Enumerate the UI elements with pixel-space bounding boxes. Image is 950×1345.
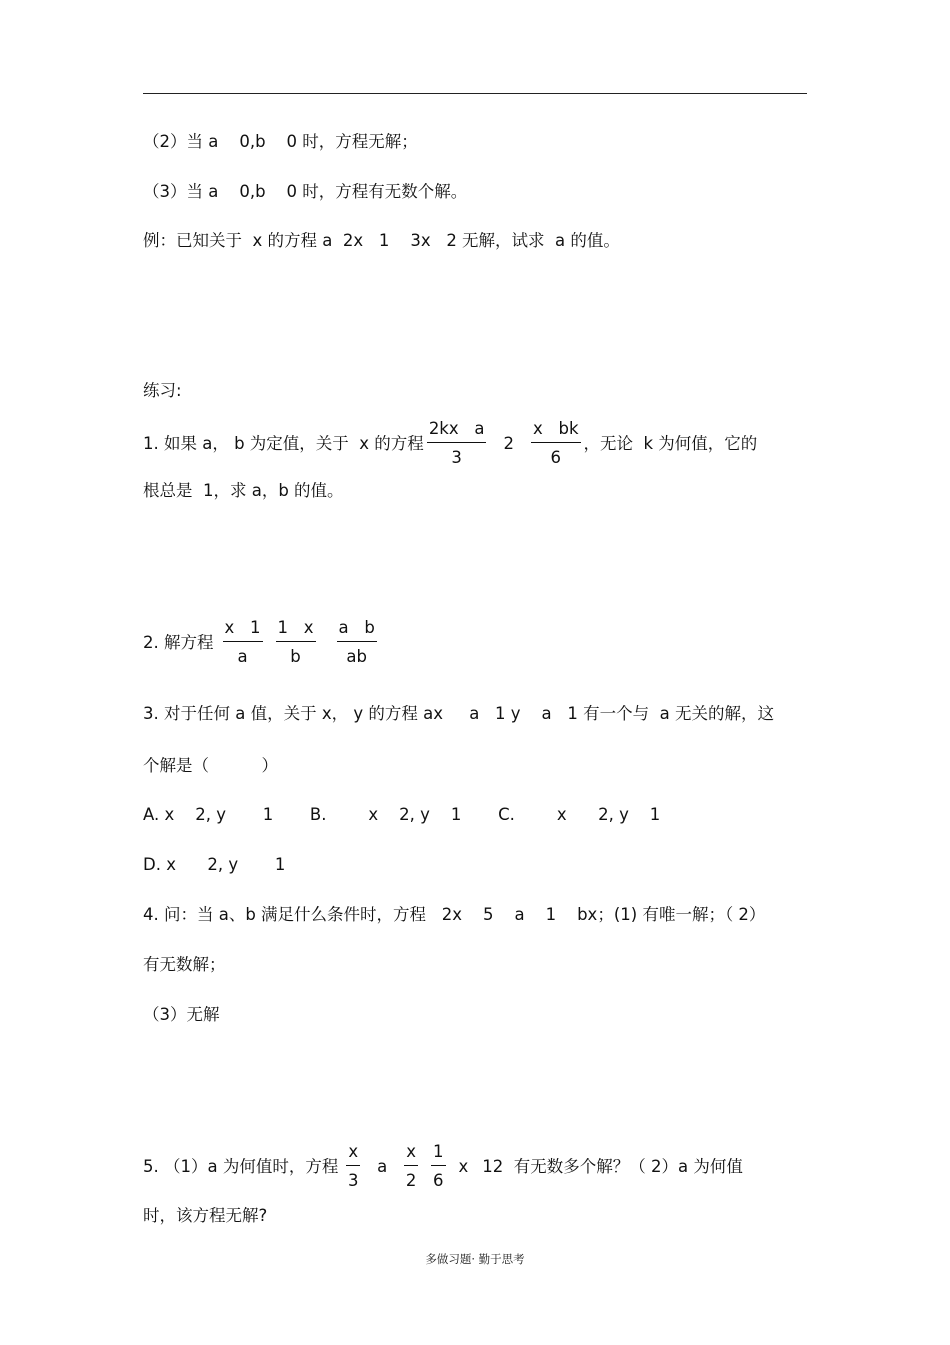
header-rule bbox=[143, 93, 807, 94]
fraction-denominator: 6 bbox=[550, 448, 561, 467]
fraction-denominator: 2 bbox=[405, 1171, 417, 1190]
fraction-denominator: b bbox=[290, 647, 301, 666]
problem-4-continued: 有无数解； bbox=[143, 955, 226, 974]
problem-3-option-d: D. x 2, y 1 bbox=[143, 855, 286, 874]
fraction-denominator: 6 bbox=[433, 1171, 444, 1190]
text-line-case-2: （2）当 a 0,b 0 时，方程无解； bbox=[143, 132, 418, 151]
problem-1-text-b: 2 bbox=[503, 433, 514, 453]
problem-1-text-c: ，无论 k 为何值，它的 bbox=[583, 433, 758, 453]
fraction bbox=[404, 1143, 418, 1190]
section-heading-practice: 练习: bbox=[143, 381, 182, 400]
text-line-example: 例：已知关于 x 的方程 a 2x 1 3x 2 无解，试求 a 的值。 bbox=[143, 231, 620, 250]
problem-2-text: 2. 解方程 bbox=[143, 632, 214, 652]
fraction bbox=[276, 619, 316, 666]
fraction bbox=[337, 619, 377, 666]
fraction-numerator: x bbox=[346, 1143, 360, 1166]
problem-5-text-c: x bbox=[458, 1156, 469, 1176]
fraction-denominator: 3 bbox=[451, 448, 462, 467]
problem-4-part-3: （3）无解 bbox=[143, 1005, 220, 1024]
problem-1-text-a: 1. 如果 a， b 为定值，关于 x 的方程 bbox=[143, 433, 424, 453]
problem-3-continued: 个解是（ ） bbox=[143, 756, 278, 775]
problem-5-text-b: a bbox=[377, 1156, 388, 1176]
problem-4: 4. 问：当 a、b 满足什么条件时，方程 2x 5 a 1 bx；(1) 有唯一解；（ 2） bbox=[143, 905, 766, 924]
problem-5-text-d: 12 有无数多个解？（ 2）a 为何值 bbox=[482, 1156, 743, 1176]
problem-5-continued: 时，该方程无解? bbox=[143, 1206, 268, 1225]
problem-1-continued: 根总是 1，求 a，b 的值。 bbox=[143, 481, 344, 500]
problem-2 bbox=[143, 619, 380, 666]
fraction-numerator: 1 bbox=[431, 1143, 446, 1166]
problem-3-options-abc: A. x 2, y 1 B. x 2, y 1 C. x 2, y 1 bbox=[143, 805, 661, 824]
fraction bbox=[531, 420, 581, 467]
fraction-denominator: ab bbox=[346, 647, 367, 666]
fraction-numerator: 2kx a bbox=[427, 420, 487, 443]
fraction-denominator: a bbox=[237, 647, 248, 666]
fraction-numerator: x bbox=[404, 1143, 418, 1166]
fraction bbox=[223, 619, 263, 666]
problem-5-text-a: 5. （1）a 为何值时，方程 bbox=[143, 1156, 339, 1176]
text-line-case-3: （3）当 a 0,b 0 时，方程有无数个解。 bbox=[143, 182, 468, 201]
fraction-numerator: a b bbox=[337, 619, 377, 642]
fraction-numerator: x 1 bbox=[223, 619, 263, 642]
fraction-numerator: x bk bbox=[531, 420, 581, 443]
problem-3: 3. 对于任何 a 值，关于 x， y 的方程 ax a 1 y a 1 有一个与 a 无关的解，这 bbox=[143, 704, 774, 723]
problem-1 bbox=[143, 420, 757, 467]
fraction bbox=[427, 420, 487, 467]
page-footer: 多做习题· 勤于思考 bbox=[425, 1252, 525, 1266]
fraction-numerator: 1 x bbox=[276, 619, 316, 642]
fraction bbox=[431, 1143, 446, 1190]
fraction-denominator: 3 bbox=[347, 1171, 359, 1190]
problem-5 bbox=[143, 1143, 743, 1190]
fraction bbox=[346, 1143, 360, 1190]
